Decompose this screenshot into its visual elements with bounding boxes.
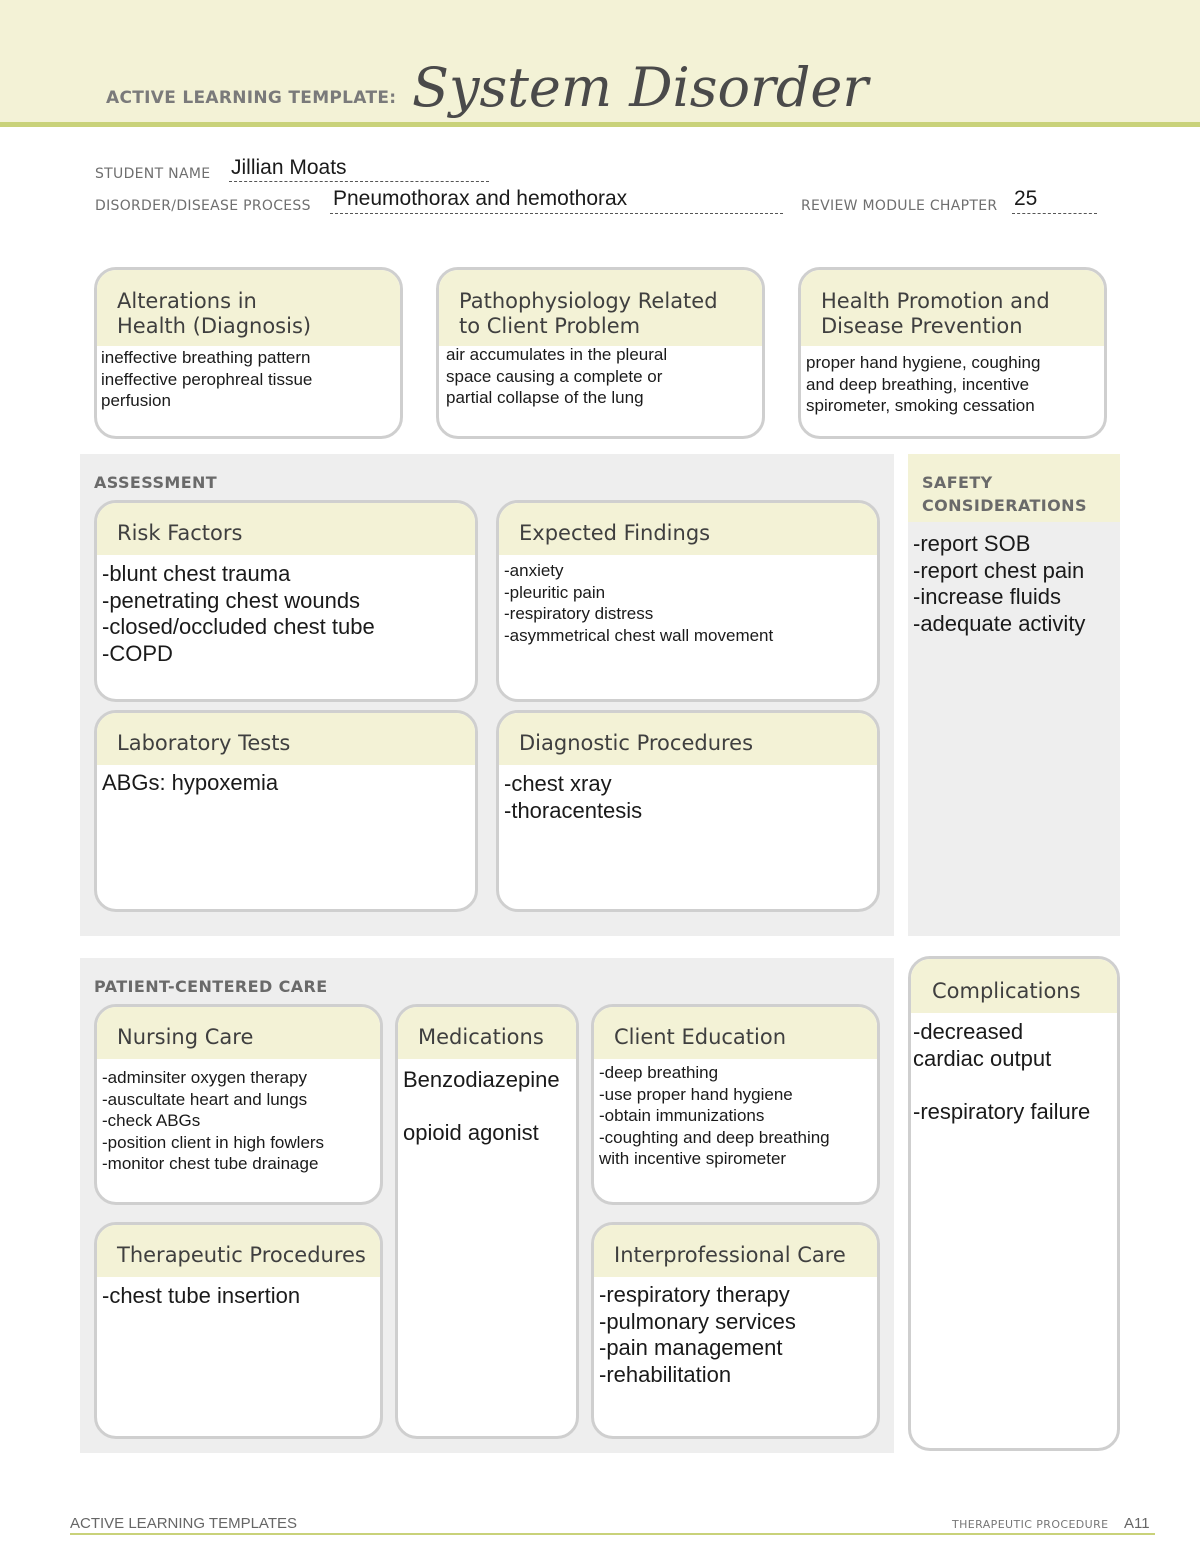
complications-box xyxy=(908,956,1120,1451)
footer-page-number: A11 xyxy=(1124,1515,1150,1532)
therapeutic-procedures-title: Therapeutic Procedures xyxy=(97,1225,380,1277)
medications-content[interactable]: Benzodiazepine opioid agonist xyxy=(403,1067,560,1145)
nursing-care-box xyxy=(94,1004,383,1205)
student-name-line xyxy=(229,181,489,182)
template-label: ACTIVE LEARNING TEMPLATE: xyxy=(106,88,397,108)
health-promotion-box xyxy=(798,267,1107,439)
risk-factors-box xyxy=(94,500,478,702)
chapter-field[interactable]: 25 xyxy=(1014,187,1038,210)
laboratory-tests-box xyxy=(94,710,478,912)
interprofessional-care-title: Interprofessional Care xyxy=(594,1225,877,1277)
expected-findings-box xyxy=(496,500,880,702)
alterations-content[interactable]: ineffective breathing pattern ineffective perophreal tissue perfusion xyxy=(101,348,313,410)
complications-content[interactable]: -decreased cardiac output -respiratory failure xyxy=(913,1019,1091,1124)
chapter-label: REVIEW MODULE CHAPTER xyxy=(801,198,998,214)
header-rule xyxy=(0,122,1200,127)
diagnostic-procedures-box xyxy=(496,710,880,912)
pathophysiology-title: Pathophysiology Related to Client Problem xyxy=(439,270,762,346)
laboratory-tests-content[interactable]: ABGs: hypoxemia xyxy=(102,770,279,795)
footer-rule xyxy=(70,1533,1155,1535)
nursing-care-title: Nursing Care xyxy=(97,1007,380,1059)
student-name-field[interactable]: Jillian Moats xyxy=(231,156,347,179)
safety-content[interactable]: -report SOB -report chest pain -increase fluids -adequate activity xyxy=(913,531,1086,636)
patient-centered-care-label: PATIENT-CENTERED CARE xyxy=(94,977,328,996)
therapeutic-procedures-content[interactable]: -chest tube insertion xyxy=(102,1283,301,1308)
client-education-title: Client Education xyxy=(594,1007,877,1059)
safety-column xyxy=(908,454,1120,936)
health-promotion-content[interactable]: proper hand hygiene, coughing and deep breathing, incentive spirometer, smoking cessation xyxy=(806,353,1041,415)
interprofessional-care-box xyxy=(591,1222,880,1439)
student-name-label: STUDENT NAME xyxy=(95,166,211,182)
diagnostic-procedures-content[interactable]: -chest xray -thoracentesis xyxy=(504,771,643,823)
footer-right: THERAPEUTIC PROCEDURE xyxy=(952,1518,1109,1531)
safety-label: SAFETY CONSIDERATIONS xyxy=(922,473,1087,515)
disorder-field[interactable]: Pneumothorax and hemothorax xyxy=(333,187,628,210)
laboratory-tests-title: Laboratory Tests xyxy=(97,713,475,765)
risk-factors-content[interactable]: -blunt chest trauma -penetrating chest wounds -closed/occluded chest tube -COPD xyxy=(102,561,375,666)
nursing-care-content[interactable]: -adminsiter oxygen therapy -auscultate heart and lungs -check ABGs -position client in high fowlers -monitor chest tube drainage xyxy=(102,1068,325,1173)
expected-findings-title: Expected Findings xyxy=(499,503,877,555)
alterations-box xyxy=(94,267,403,439)
medications-box xyxy=(395,1004,579,1439)
assessment-label: ASSESSMENT xyxy=(94,473,218,492)
diagnostic-procedures-title: Diagnostic Procedures xyxy=(499,713,877,765)
client-education-content[interactable]: -deep breathing -use proper hand hygiene -obtain immunizations -coughting and deep breathing with incentive spirometer xyxy=(599,1063,830,1168)
expected-findings-content[interactable]: -anxiety -pleuritic pain -respiratory distress -asymmetrical chest wall movement xyxy=(504,561,774,645)
health-promotion-title: Health Promotion and Disease Prevention xyxy=(801,270,1104,346)
therapeutic-procedures-box xyxy=(94,1222,383,1439)
medications-title: Medications xyxy=(398,1007,576,1059)
interprofessional-care-content[interactable]: -respiratory therapy -pulmonary services -pain management -rehabilitation xyxy=(599,1282,796,1387)
disorder-label: DISORDER/DISEASE PROCESS xyxy=(95,198,311,214)
chapter-line xyxy=(1012,213,1097,214)
page-title: System Disorder xyxy=(412,56,869,119)
disorder-line xyxy=(330,213,783,214)
risk-factors-title: Risk Factors xyxy=(97,503,475,555)
safety-header xyxy=(908,454,1120,522)
footer-left: ACTIVE LEARNING TEMPLATES xyxy=(70,1515,297,1532)
complications-title: Complications xyxy=(911,959,1117,1013)
alterations-title: Alterations in Health (Diagnosis) xyxy=(97,270,400,346)
pathophysiology-content[interactable]: air accumulates in the pleural space causing a complete or partial collapse of the lung xyxy=(446,345,668,407)
pathophysiology-box xyxy=(436,267,765,439)
client-education-box xyxy=(591,1004,880,1205)
